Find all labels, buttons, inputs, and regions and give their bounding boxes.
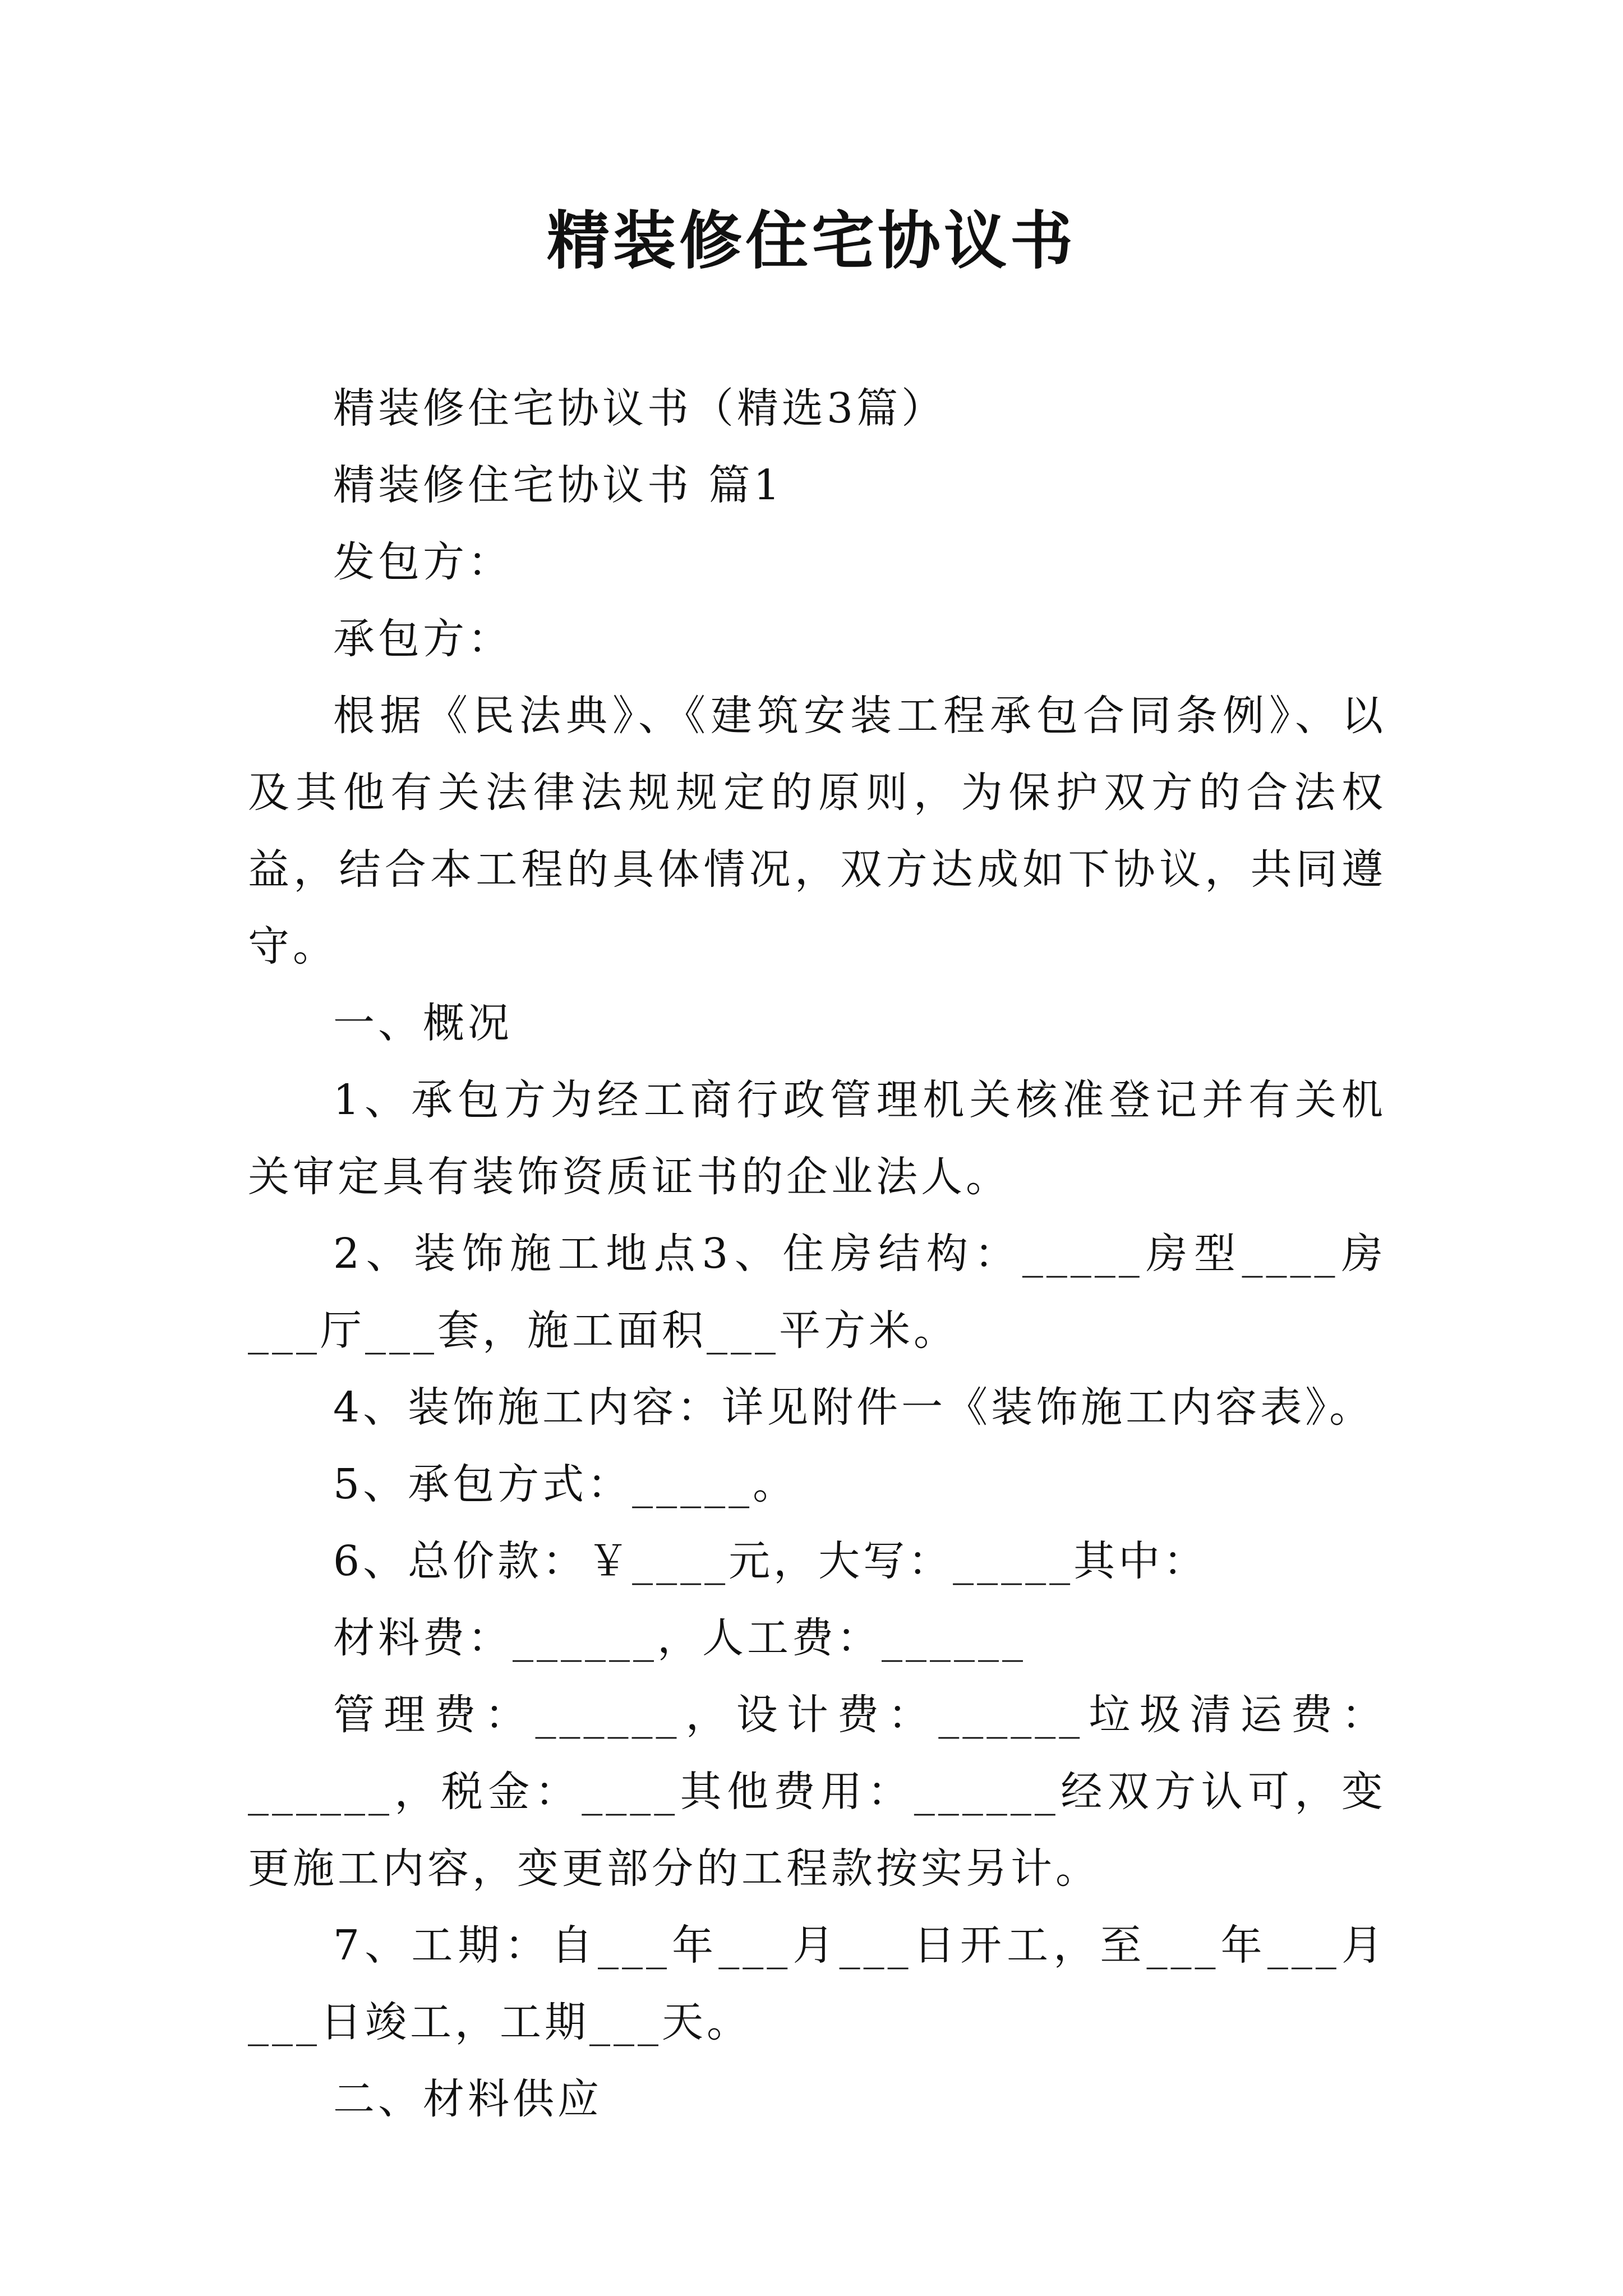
clause-6-fees: 管理费：______，设计费：______垃圾清运费：______，税金：____其他费用：______经双方认可，变更施工内容，变更部分的工程款按实另计。 (248, 1691, 1386, 1893)
section-heading: 精装修住宅协议书 篇1 (333, 461, 783, 509)
party-b-line: 承包方： (333, 615, 513, 663)
clause-heading-materials: 二、材料供应 (333, 2075, 602, 2123)
clause-6: 6、总价款：￥____元，大写：_____其中： (333, 1537, 1209, 1585)
preamble-paragraph: 根据《民法典》、《建筑安装工程承包合同条例》、以及其他有关法律法规规定的原则，为保护双方的合法权益，结合本工程的具体情况，双方达成如下协议，共同遵守。 (248, 692, 1386, 970)
clause-7: 7、工期：自___年___月___日开工，至___年___月___日竣工，工期___天。 (248, 1921, 1386, 2046)
clause-6-material-labor: 材料费：______，人工费：______ (333, 1614, 1026, 1662)
clause-4: 4、装饰施工内容：详见附件一《装饰施工内容表》。 (333, 1383, 1375, 1432)
party-a-line: 发包方： (333, 538, 513, 586)
document-title: 精装修住宅协议书 (547, 204, 1076, 278)
document-body (248, 370, 1386, 2138)
subtitle-paragraph: 精装修住宅协议书（精选3篇） (333, 384, 947, 432)
clause-1: 1、承包方为经工商行政管理机关核准登记并有关机关审定具有装饰资质证书的企业法人。 (248, 1076, 1386, 1201)
clause-heading-overview: 一、概况 (333, 999, 513, 1047)
clause-5: 5、承包方式：_____。 (333, 1460, 798, 1508)
clause-2-3: 2、装饰施工地点3、住房结构：_____房型____房___厅___套，施工面积___平方米。 (248, 1230, 1386, 1355)
